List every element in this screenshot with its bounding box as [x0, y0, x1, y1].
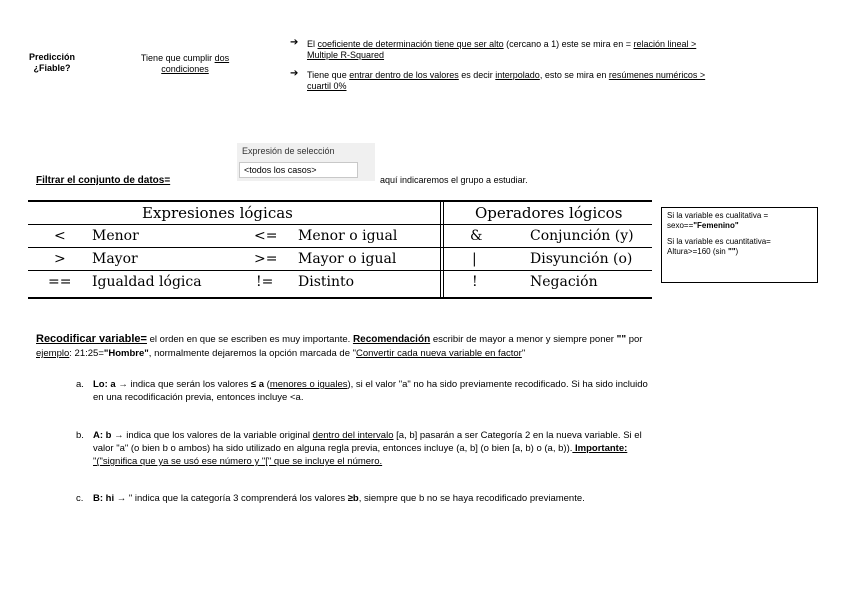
list-letter: b.	[76, 430, 84, 441]
table-divider	[28, 270, 652, 271]
table-cell: Conjunción (y)	[530, 228, 634, 244]
list-letter: c.	[76, 493, 84, 504]
table-cell: |	[472, 251, 477, 267]
table-cell: Distinto	[298, 274, 355, 290]
table-cell: Negación	[530, 274, 598, 290]
table-cell: <=	[254, 228, 278, 244]
filtrar-title: Filtrar el conjunto de datos=	[36, 175, 171, 186]
bullet-interpolado: Tiene que entrar dentro de los valores es decir interpolado, esto se mira en resúmenes numéricos > cuartil 0%	[307, 70, 706, 91]
table-cell: <	[54, 228, 66, 244]
filtrar-text: aquí indicaremos el grupo a estudiar.	[380, 175, 528, 185]
seleccion-label: Expresión de selección	[242, 146, 335, 156]
recodificar-paragraph: Recodificar variable= el orden en que se escriben es muy importante. Recomendación escribir de mayor a menor y siempre poner "" por ejemplo: 21:25="Hombre", normalmente dejaremos la opción marcada de "Convertir cada nueva variable en factor"	[36, 333, 643, 359]
list-item: A: b → indica que los valores de la variable original dentro del intervalo [a, b] pasarán a ser Categoría 2 en la nueva variable. Si el valor "a" (o bien b o ambos) ha sido utilizado en alguna regla previa, entonces incluye (a, b] (o bien [a, b) o (a, b)). Importante: "("significa que ya se usó ese número y "[" que se incluye el número.	[93, 430, 642, 467]
table-cell: Mayor	[92, 251, 138, 267]
table-cell: >=	[254, 251, 278, 267]
header-operadores: Operadores lógicos	[475, 204, 623, 222]
nota-box: Si la variable es cualitativa = sexo=="Femenino" Si la variable es cuantitativa= Altura>=160 (sin "")	[661, 207, 818, 283]
table-cell: Disyunción (o)	[530, 251, 633, 267]
table-cell: ==	[48, 274, 72, 290]
condiciones-text: Tiene que cumplir dos condiciones	[140, 53, 230, 74]
table-divider	[28, 224, 652, 225]
table-cell: Menor	[92, 228, 139, 244]
bullet-coeficiente: El coeficiente de determinación tiene que ser alto (cercano a 1) este se mira en = relación lineal > Multiple R-Squared	[307, 39, 697, 60]
table-cell: !=	[256, 274, 274, 290]
arrow-right-icon: ➔	[290, 68, 299, 79]
table-cell: &	[470, 228, 483, 244]
seleccion-input[interactable]: <todos los casos>	[239, 162, 358, 178]
list-item: Lo: a → indica que serán los valores ≤ a (menores o iguales), si el valor "a" no ha sido previamente recodificado. Si ha sido incluido en una recodificación previa, entonces incluye <a.	[93, 379, 648, 403]
table-cell: Igualdad lógica	[92, 274, 202, 290]
table-divider	[443, 200, 444, 297]
table-divider	[440, 200, 441, 297]
arrow-right-icon: ➔	[290, 37, 299, 48]
table-cell: !	[472, 274, 478, 290]
list-letter: a.	[76, 379, 84, 390]
table-cell: Mayor o igual	[298, 251, 397, 267]
table-cell: >	[54, 251, 66, 267]
table-divider	[28, 247, 652, 248]
table-cell: Menor o igual	[298, 228, 398, 244]
list-item: B: hi → " indica que la categoría 3 comprenderá los valores ≥b, siempre que b no se haya recodificado previamente.	[93, 493, 585, 504]
header-expresiones: Expresiones lógicas	[142, 204, 293, 222]
prediccion-label: Predicción ¿Fiable?	[28, 52, 75, 73]
